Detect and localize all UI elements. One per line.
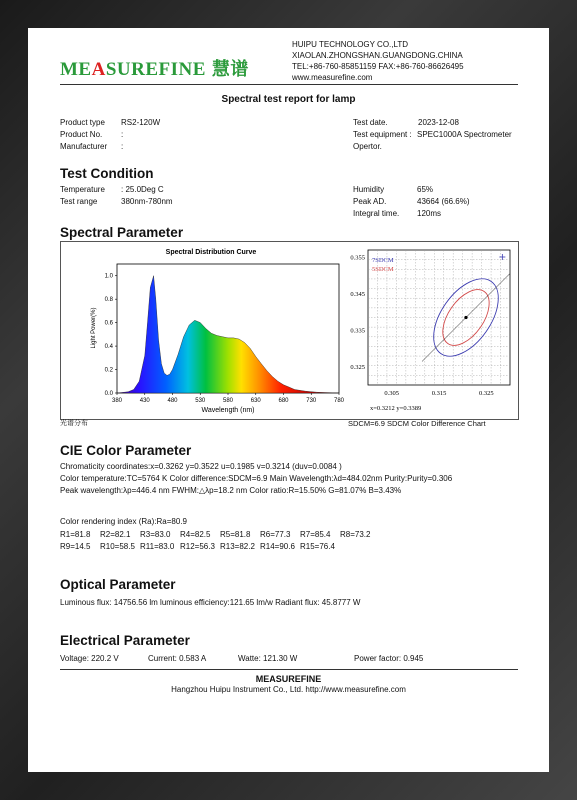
manufacturer-value: : — [121, 142, 124, 151]
operator-label: Opertor. — [353, 142, 382, 151]
spd-x-tick-label: 630 — [250, 398, 261, 404]
company-tel: TEL:+86-760-85851159 FAX:+86-760-86626495 — [292, 62, 464, 71]
cri-row-2 — [60, 542, 340, 552]
cri-value: R9=14.5 — [60, 542, 91, 551]
color-temperature-line: Color temperature:TC=5764 K Color difference:SDCM=6.9 Main Wavelength:λd=484.02nm Purity:Purity=0.306 — [60, 474, 453, 483]
humidity-value: 65% — [417, 185, 434, 194]
chromaticity-line: Chromaticity coordinates:x=0.3262 y=0.3522 u=0.1985 v=0.3214 (duv=0.0084 ) — [60, 462, 342, 471]
product-no-value: : — [121, 130, 124, 139]
voltage-value: Voltage: 220.2 V — [60, 654, 119, 663]
sdcm-x-tick-label: 0.305 — [384, 390, 399, 397]
cri-value: R8=73.2 — [340, 530, 371, 539]
cri-value: R7=85.4 — [300, 530, 331, 539]
cri-value: R14=90.6 — [260, 542, 295, 551]
sdcm-y-tick-label: 0.335 — [350, 327, 365, 335]
integral-time-label: Integral time. — [353, 209, 400, 218]
cri-row-1 — [60, 530, 380, 540]
spd-x-tick-label: 480 — [167, 398, 178, 404]
peak-ad-label: Peak AD. — [353, 197, 387, 206]
spectral-heading: Spectral Parameter — [60, 225, 184, 240]
cri-value: R5=81.8 — [220, 530, 251, 539]
manufacturer-label: Manufacturer — [60, 142, 108, 151]
cri-value: R6=77.3 — [260, 530, 291, 539]
spd-y-tick-label: 0.2 — [104, 367, 113, 374]
spd-y-tick-label: 0.8 — [104, 297, 113, 304]
peak-wavelength-line: Peak wavelength:λp=446.4 nm FWHM:△λp=18.2 nm Color ratio:R=15.50% G=81.07% B=3.43% — [60, 486, 402, 495]
power-factor-value: Power factor: 0.945 — [354, 654, 424, 663]
company-name: HUIPU TECHNOLOGY CO.,LTD — [292, 40, 409, 49]
peak-ad-value: 43664 (66.6%) — [417, 197, 470, 206]
spd-y-tick-label: 0.0 — [104, 391, 113, 397]
electrical-heading: Electrical Parameter — [60, 633, 190, 648]
temperature-value: : 25.0Deg C — [121, 185, 164, 194]
cri-value: R2=82.1 — [100, 530, 131, 539]
cri-value: R1=81.8 — [60, 530, 91, 539]
spectral-curve-caption: 光谱分布 — [60, 420, 88, 427]
sdcm-y-tick-label: 0.325 — [350, 363, 365, 371]
sdcm-chart — [346, 242, 516, 417]
spd-y-tick-label: 1.0 — [104, 273, 113, 280]
cie-heading: CIE Color Parameter — [60, 443, 192, 458]
sdcm-legend-5: 5SDCM — [372, 266, 394, 273]
cri-value: R4=82.5 — [180, 530, 211, 539]
spectral-distribution-chart — [61, 242, 347, 417]
spd-x-tick-label: 580 — [222, 398, 234, 404]
spd-xlabel: Wavelength (nm) — [201, 407, 255, 414]
test-condition-heading: Test Condition — [60, 166, 154, 181]
integral-time-value: 120ms — [417, 209, 442, 218]
footer-brand: MEASUREFINE — [255, 674, 322, 684]
spd-title: Spectral Distribution Curve — [165, 249, 257, 256]
sdcm-x-tick-label: 0.315 — [431, 390, 447, 397]
report-page — [28, 28, 549, 772]
current-value: Current: 0.583 A — [148, 654, 207, 663]
footer-line: Hangzhou Huipu Instrument Co., Ltd. http://www.measurefine.com — [171, 685, 406, 694]
sdcm-center-point — [464, 316, 467, 319]
spd-x-tick-label: 780 — [333, 398, 345, 404]
product-type-label: Product type — [60, 118, 105, 127]
optical-heading: Optical Parameter — [60, 577, 176, 592]
product-no-label: Product No. — [60, 130, 103, 139]
spd-area — [117, 276, 339, 393]
humidity-label: Humidity — [353, 185, 385, 194]
sdcm-x-tick-label: 0.325 — [479, 390, 494, 397]
test-date-value: 2023-12-08 — [418, 118, 459, 127]
product-type-value: RS2-120W — [121, 118, 161, 127]
sdcm-coords: x=0.3212 y=0.3389 — [370, 405, 422, 412]
cri-value: R15=76.4 — [300, 542, 335, 551]
spd-x-tick-label: 380 — [111, 398, 123, 404]
watts-value: Watte: 121.30 W — [238, 654, 298, 663]
spd-x-tick-label: 730 — [306, 398, 317, 404]
cri-value: R10=58.5 — [100, 542, 135, 551]
temperature-label: Temperature — [60, 185, 105, 194]
company-address: XIAOLAN.ZHONGSHAN.GUANGDONG.CHINA — [292, 51, 463, 60]
spd-x-tick-label: 430 — [139, 398, 150, 404]
cri-value: R13=82.2 — [220, 542, 255, 551]
spd-y-tick-label: 0.4 — [104, 344, 113, 351]
company-logo: MEASUREFINE 慧谱 — [60, 59, 249, 80]
sdcm-caption: SDCM=6.9 SDCM Color Difference Chart — [348, 419, 486, 428]
sdcm-y-tick-label: 0.345 — [350, 290, 365, 298]
sdcm-y-tick-label: 0.355 — [350, 254, 365, 262]
test-range-value: 380nm-780nm — [121, 197, 173, 206]
report-title: Spectral test report for lamp — [221, 94, 356, 105]
test-range-label: Test range — [60, 197, 98, 206]
equipment-value: SPEC1000A Spectrometer — [417, 130, 512, 139]
header-rule — [60, 84, 518, 85]
cri-value: R12=56.3 — [180, 542, 215, 551]
spd-y-tick-label: 0.6 — [104, 320, 113, 327]
company-web: www.measurefine.com — [292, 73, 373, 82]
optical-line: Luminous flux: 14756.56 lm luminous efficiency:121.65 lm/w Radiant flux: 45.8777 W — [60, 598, 361, 607]
cri-value: R3=83.0 — [140, 530, 171, 539]
sdcm-legend-7: 7SDCM — [372, 257, 394, 264]
equipment-label: Test equipment : — [353, 130, 412, 139]
spd-x-tick-label: 530 — [195, 398, 206, 404]
cri-value: R11=83.0 — [140, 542, 175, 551]
cri-ra-line: Color rendering index (Ra):Ra=80.9 — [60, 517, 187, 526]
test-date-label: Test date. — [353, 118, 388, 127]
spd-x-tick-label: 680 — [278, 398, 289, 404]
footer-rule — [60, 669, 518, 670]
spd-ylabel: Light Power(%) — [91, 307, 97, 349]
